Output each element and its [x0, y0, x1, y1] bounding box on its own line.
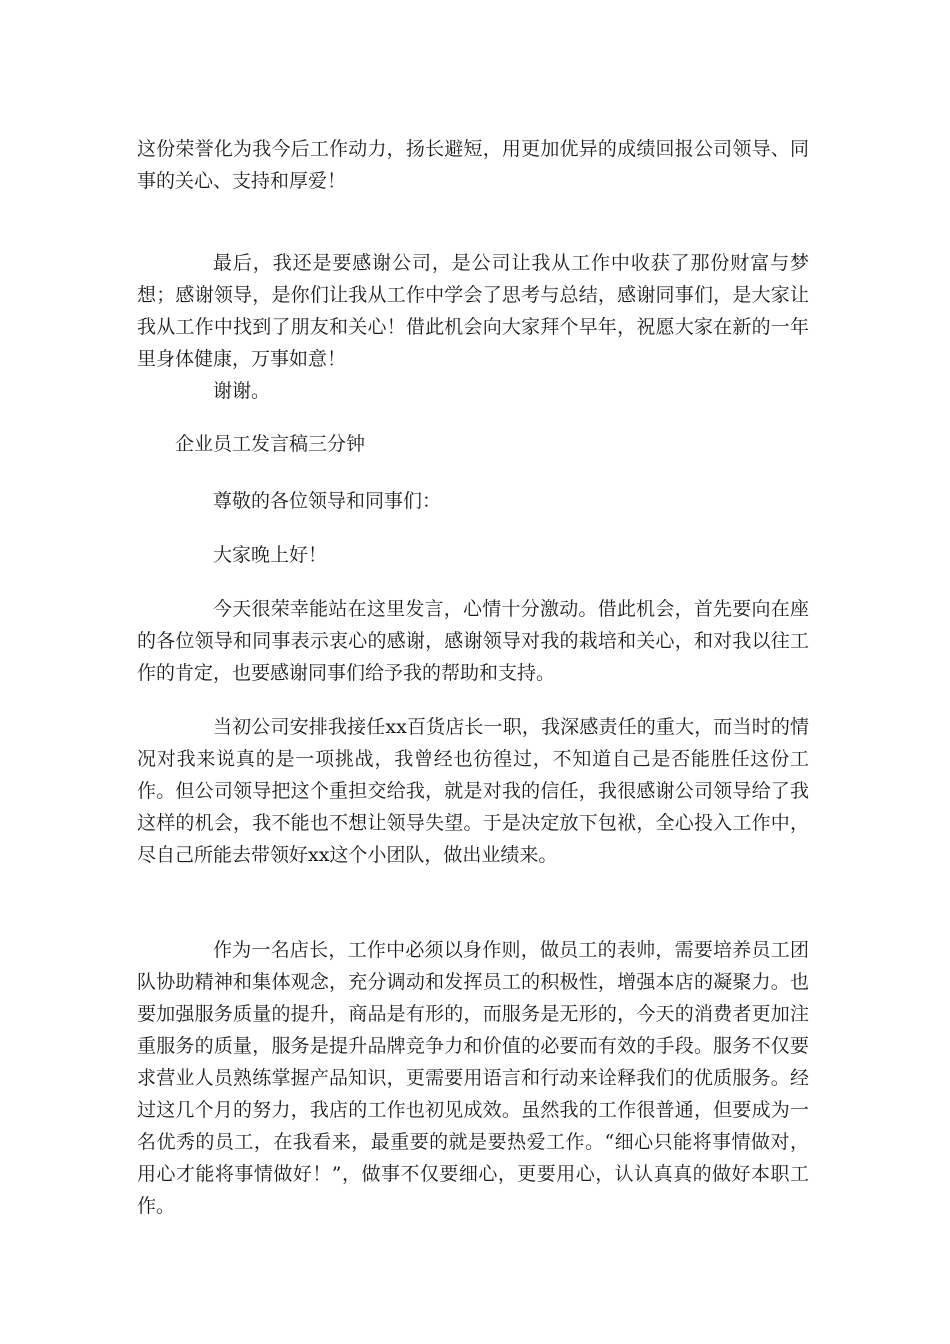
paragraph-continuation: 这份荣誉化为我今后工作动力，扬长避短，用更加优异的成绩回报公司领导、同事的关心、支持和厚爱！ — [137, 138, 809, 192]
paragraph-appointment: 当初公司安排我接任xx百货店长一职，我深感责任的重大，而当时的情况对我来说真的是一项挑战，我曾经也彷徨过，不知道自己是否能胜任这份工作。但公司领导把这个重担交给我，就是对我的信任，我很感谢公司领导给了我这样的机会，我不能也不想让领导失望。于是决定放下包袱，全心投入工作中，尽自己所能去带领好xx这个小团队，做出业绩来。 — [137, 716, 809, 866]
paragraph-store-manager: 作为一名店长，工作中必须以身作则，做员工的表帅，需要培养员工团队协助精神和集体观念，充分调动和发挥员工的积极性，增强本店的凝聚力。也要加强服务质量的提升，商品是有形的，而服务是无形的，今天的消费者更加注重服务的质量，服务是提升品牌竞争力和价值的必要而有效的手段。服务不仅要求营业人员熟练掌握产品知识，更需要用语言和行动来诠释我们的优质服务。经过这几个月的努力，我店的工作也初见成效。虽然我的工作很普通，但要成为一名优秀的员工，在我看来，最重要的就是要热爱工作。“细心只能将事情做对，用心才能将事情做好！”，做事不仅要细心，更要用心，认认真真的做好本职工作。 — [137, 939, 809, 1217]
greeting: 大家晚上好！ — [213, 544, 328, 566]
section-title: 企业员工发言稿三分钟 — [175, 433, 366, 455]
paragraph-opening: 今天很荣幸能站在这里发言，心情十分激动。借此机会，首先要向在座的各位领导和同事表示衷心的感谢，感谢领导对我的栽培和关心，和对我以往工作的肯定，也要感谢同事们给予我的帮助和支持。 — [137, 598, 809, 684]
paragraph-thank-you: 谢谢。 — [213, 380, 271, 402]
salutation: 尊敬的各位领导和同事们： — [213, 490, 442, 512]
paragraph-closing-thanks: 最后，我还是要感谢公司，是公司让我从工作中收获了那份财富与梦想；感谢领导，是你们让我从工作中学会了思考与总结，感谢同事们，是大家让我从工作中找到了朋友和关心！借此机会向大家拜个早年，祝愿大家在新的一年里身体健康，万事如意！ — [137, 252, 809, 370]
